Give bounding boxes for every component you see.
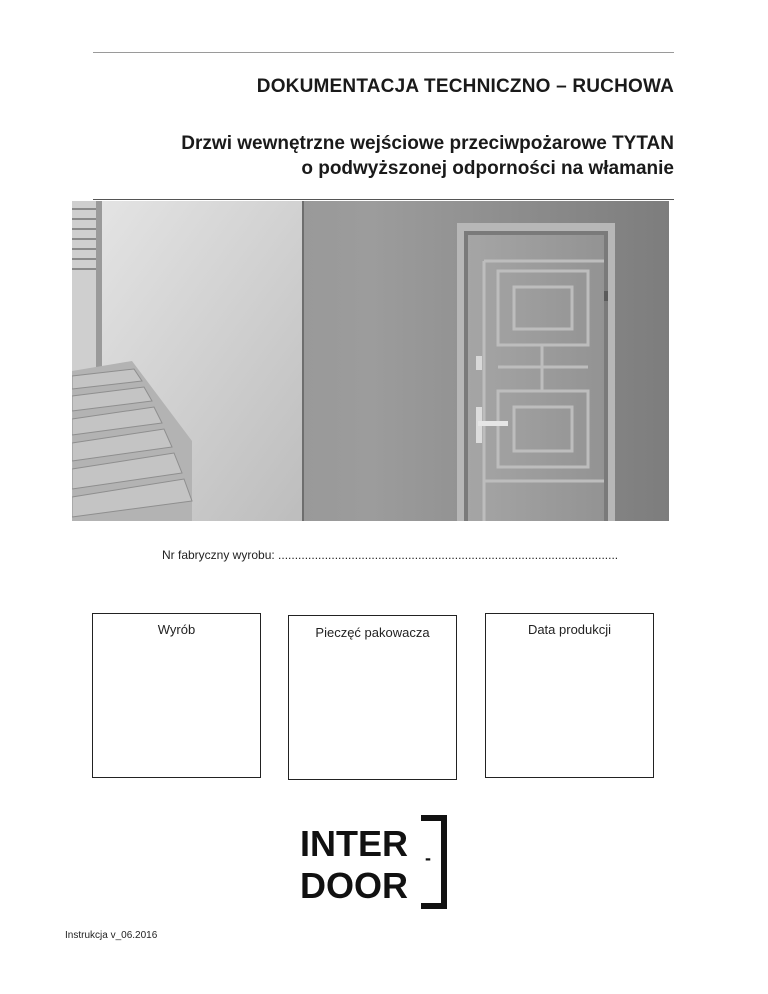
serial-number-label: Nr fabryczny wyrobu: (162, 548, 275, 562)
header-divider (93, 199, 674, 200)
serial-number-field (162, 548, 618, 562)
production-date-box (485, 613, 654, 778)
interdoor-logo (300, 814, 450, 910)
product-box (92, 613, 261, 778)
subtitle-line-1: Drzwi wewnętrzne wejściowe przeciwpożarowe TYTAN (181, 133, 674, 154)
production-date-box-label: Data produkcji (527, 622, 612, 637)
document-title: DOKUMENTACJA TECHNICZNO – RUCHOWA (256, 76, 674, 97)
logo-line-2: DOOR (300, 865, 408, 906)
product-box-label: Wyrób (157, 622, 196, 637)
logo-dash: - (425, 848, 431, 868)
subtitle-line-2: o podwyższonej odporności na włamanie (301, 158, 674, 179)
serial-number-dots: ...................................................................................................... (278, 548, 619, 562)
packer-stamp-box-label: Pieczęć pakowacza (315, 625, 430, 640)
document-subtitle (181, 131, 674, 181)
logo-line-1: INTER (300, 823, 408, 864)
instruction-version: Instrukcja v_06.2016 (65, 930, 158, 941)
door-photo (72, 201, 669, 521)
packer-stamp-box (288, 615, 457, 780)
top-divider (93, 52, 674, 53)
